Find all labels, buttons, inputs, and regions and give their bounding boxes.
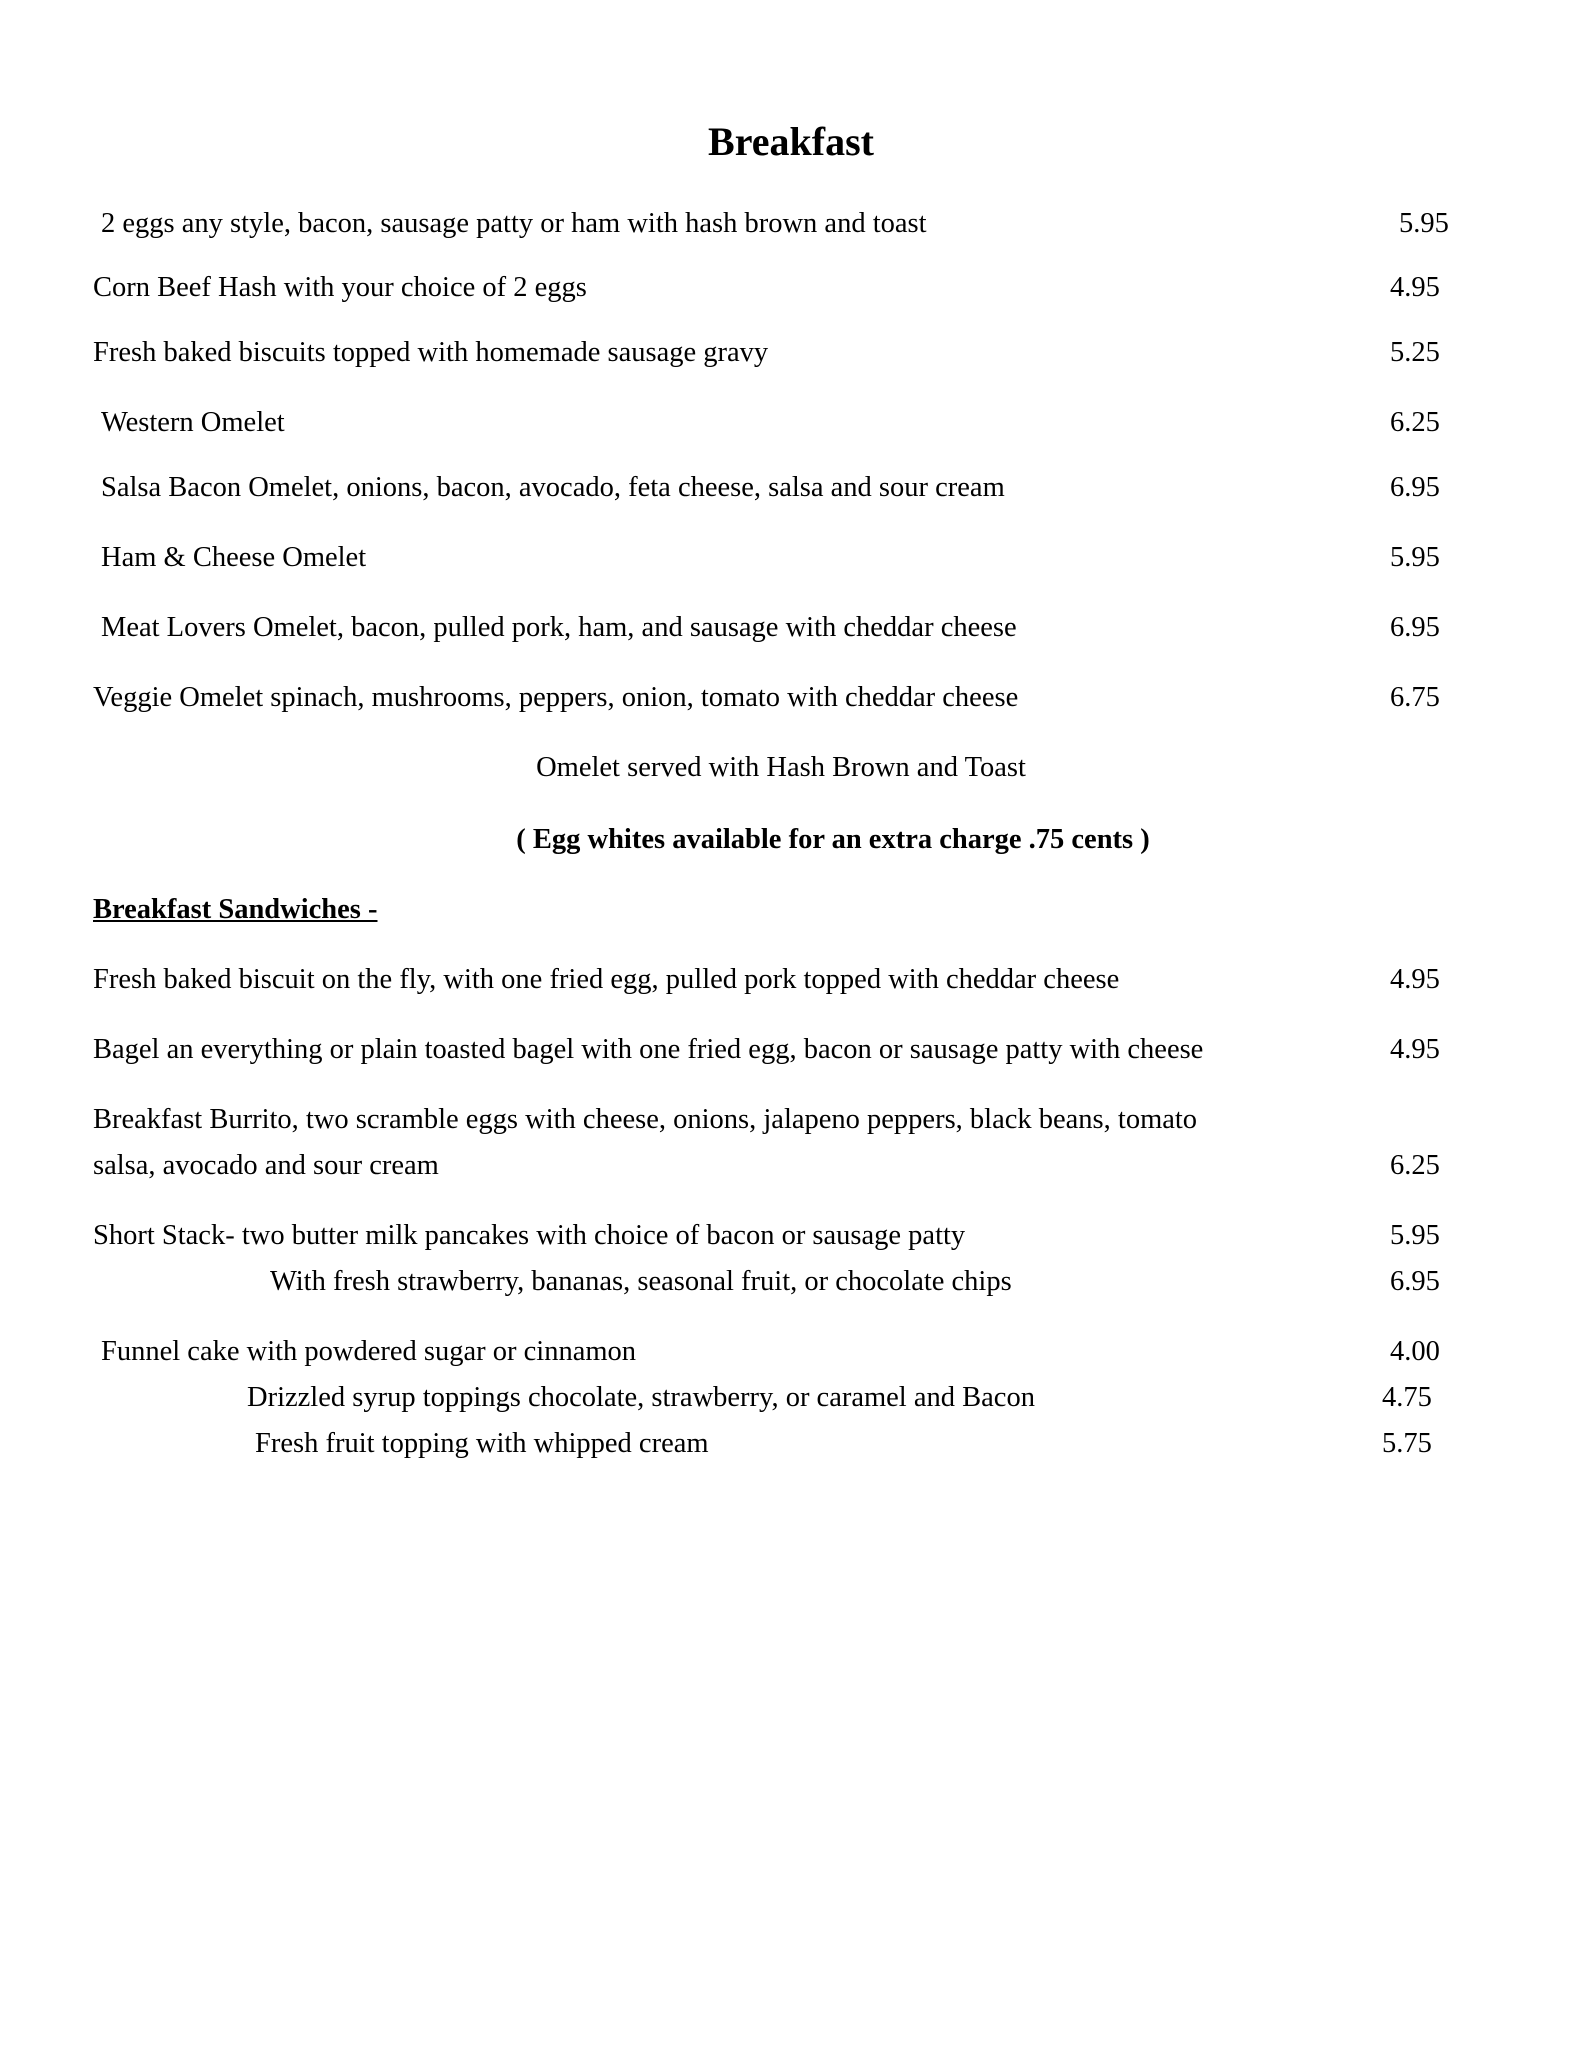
menu-item-price: 4.75	[1382, 1382, 1432, 1413]
menu-item-price: 5.25	[1390, 337, 1440, 368]
menu-item-price: 4.00	[1390, 1336, 1440, 1367]
menu-item-desc: Fresh baked biscuits topped with homemade sausage gravy	[93, 337, 769, 368]
menu-item-desc: Veggie Omelet spinach, mushrooms, peppers, onion, tomato with cheddar cheese	[93, 682, 1019, 713]
sandwich-item	[0, 1030, 1582, 1070]
menu-item-price: 4.95	[1390, 1034, 1440, 1065]
menu-item	[0, 204, 1582, 244]
menu-item-desc: Fresh fruit topping with whipped cream	[255, 1428, 709, 1459]
menu-item-price: 6.95	[1390, 612, 1440, 643]
sandwich-item	[0, 1332, 1582, 1372]
menu-item-price: 5.75	[1382, 1428, 1432, 1459]
sandwich-item	[0, 1378, 1582, 1418]
menu-item-desc: Bagel an everything or plain toasted bagel with one fried egg, bacon or sausage patty with cheese	[93, 1034, 1204, 1065]
egg-white-note: ( Egg whites available for an extra charge .75 cents )	[516, 824, 1150, 855]
menu-item	[0, 608, 1582, 648]
menu-item-desc: Western Omelet	[101, 407, 285, 438]
menu-item-price: 4.95	[1390, 964, 1440, 995]
menu-item-price: 5.95	[1390, 542, 1440, 573]
menu-item-desc: Salsa Bacon Omelet, onions, bacon, avocado, feta cheese, salsa and sour cream	[101, 472, 1005, 503]
menu-item-price: 6.75	[1390, 682, 1440, 713]
menu-item	[0, 678, 1582, 718]
menu-item-price: 6.95	[1390, 1266, 1440, 1297]
page-title: Breakfast	[708, 119, 874, 164]
menu-item-desc: Fresh baked biscuit on the fly, with one fried egg, pulled pork topped with cheddar cheese	[93, 964, 1120, 995]
menu-item-price: 6.25	[1390, 1150, 1440, 1181]
menu-item-desc: 2 eggs any style, bacon, sausage patty or ham with hash brown and toast	[101, 208, 927, 239]
sandwich-item	[0, 1146, 1582, 1186]
menu-item	[0, 333, 1582, 373]
section-heading: Breakfast Sandwiches -	[93, 894, 378, 925]
sandwich-item	[0, 1262, 1582, 1302]
sandwich-item	[0, 960, 1582, 1000]
menu-item-price: 6.25	[1390, 407, 1440, 438]
omelet-note: Omelet served with Hash Brown and Toast	[536, 752, 1026, 783]
menu-item-desc: Corn Beef Hash with your choice of 2 eggs	[93, 272, 587, 303]
sandwich-item	[0, 1216, 1582, 1256]
menu-item-desc: salsa, avocado and sour cream	[93, 1150, 439, 1181]
menu-item-desc: Short Stack- two butter milk pancakes with choice of bacon or sausage patty	[93, 1220, 966, 1251]
menu-item	[0, 468, 1582, 508]
menu-item-desc: Drizzled syrup toppings chocolate, strawberry, or caramel and Bacon	[247, 1382, 1035, 1413]
menu-item-price: 6.95	[1390, 472, 1440, 503]
menu-item	[0, 268, 1582, 308]
menu-item-price: 4.95	[1390, 272, 1440, 303]
menu-item-desc: Ham & Cheese Omelet	[101, 542, 367, 573]
menu-item	[0, 403, 1582, 443]
menu-item-price: 5.95	[1399, 208, 1449, 239]
menu-item-desc: With fresh strawberry, bananas, seasonal fruit, or chocolate chips	[270, 1266, 1012, 1297]
menu-item	[0, 538, 1582, 578]
menu-item-price: 5.95	[1390, 1220, 1440, 1251]
menu-item-desc: Breakfast Burrito, two scramble eggs with cheese, onions, jalapeno peppers, black beans, tomato	[93, 1104, 1198, 1135]
sandwich-item	[0, 1100, 1582, 1140]
menu-item-desc: Funnel cake with powdered sugar or cinnamon	[101, 1336, 637, 1367]
menu-item-desc: Meat Lovers Omelet, bacon, pulled pork, ham, and sausage with cheddar cheese	[101, 612, 1017, 643]
sandwich-item	[0, 1424, 1582, 1464]
